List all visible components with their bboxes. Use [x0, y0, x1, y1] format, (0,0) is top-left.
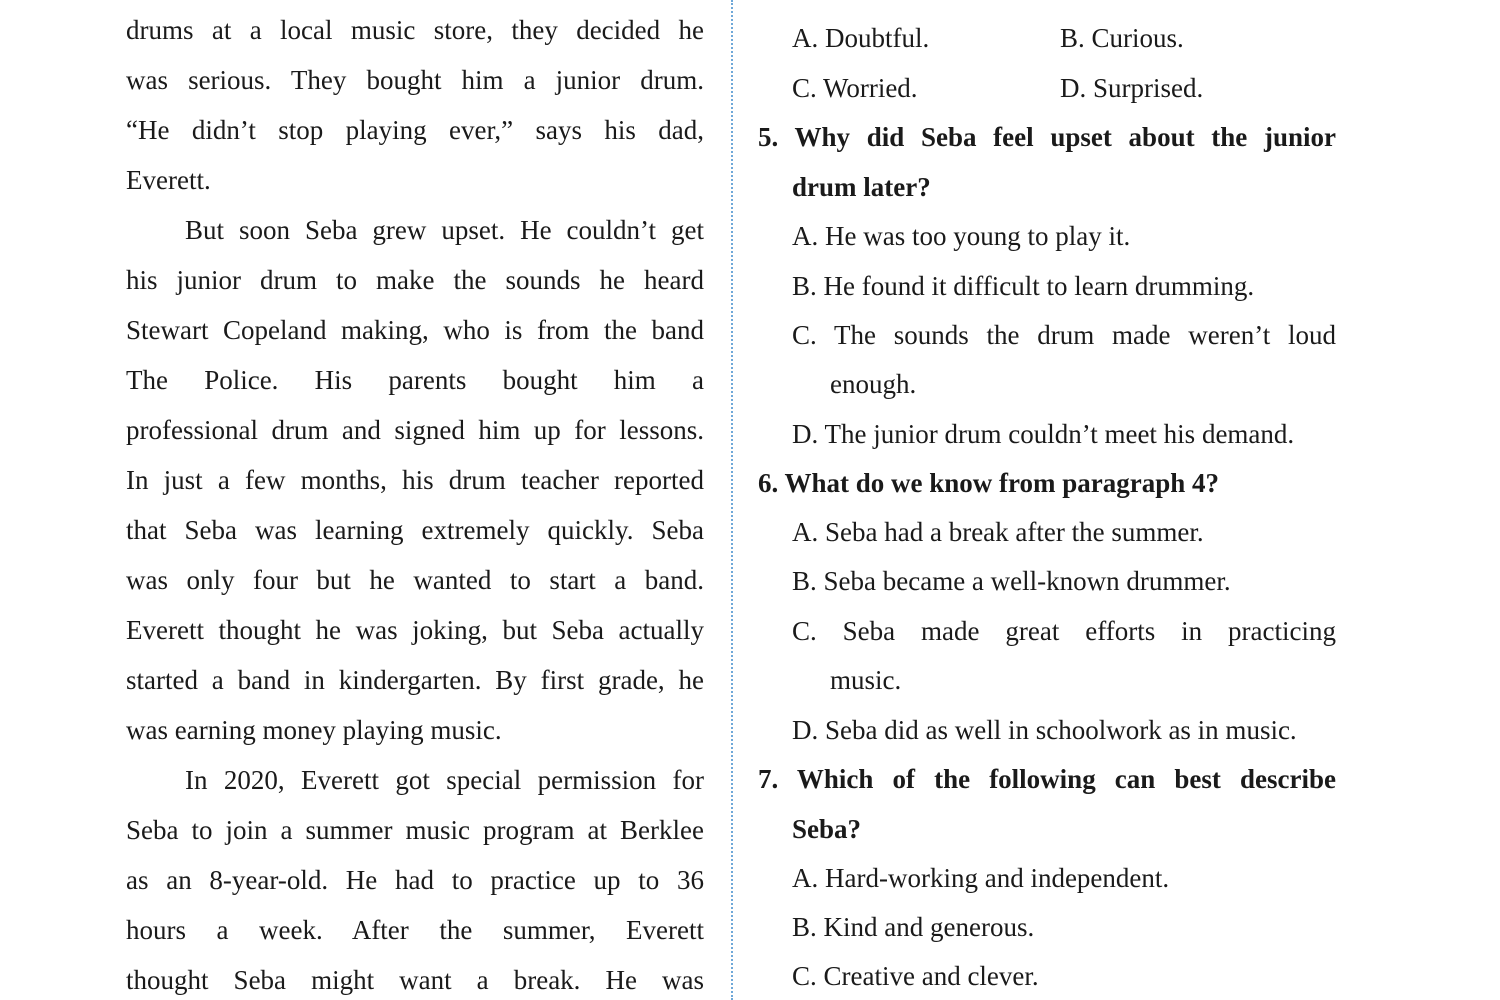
option-d: D. Seba did as well in schoolwork as in music.	[792, 715, 1297, 745]
passage-line: that Seba was learning extremely quickly. Seba	[126, 515, 704, 545]
option-b: B. He found it difficult to learn drumming.	[792, 271, 1255, 301]
option-d: D. The junior drum couldn’t meet his demand.	[792, 419, 1295, 449]
passage-line: hours a week. After the summer, Everett	[126, 915, 704, 945]
option-a: A. Hard-working and independent.	[792, 863, 1170, 893]
passage-line: Everett.	[126, 165, 211, 195]
passage-line: as an 8-year-old. He had to practice up to 36	[126, 865, 704, 895]
passage-line: was serious. They bought him a junior drum.	[126, 65, 704, 95]
passage-line: In 2020, Everett got special permission for	[185, 765, 704, 795]
option-b: B. Kind and generous.	[792, 912, 1035, 942]
option-c: C. Creative and clever.	[792, 961, 1039, 991]
option-c: C. Worried.	[792, 73, 918, 103]
passage-line: Seba to join a summer music program at Berklee	[126, 815, 704, 845]
question-stem: 6. What do we know from paragraph 4?	[758, 468, 1220, 498]
option-d: D. Surprised.	[1060, 73, 1204, 103]
passage-line: started a band in kindergarten. By first grade, he	[126, 665, 704, 695]
passage-line: Stewart Copeland making, who is from the band	[126, 315, 704, 345]
passage-line: But soon Seba grew upset. He couldn’t get	[185, 215, 704, 245]
option-c-continued: enough.	[830, 369, 917, 399]
question-stem: 7. Which of the following can best describe	[758, 764, 1336, 794]
option-b: B. Seba became a well-known drummer.	[792, 566, 1231, 596]
passage-line: The Police. His parents bought him a	[126, 365, 704, 395]
option-a: A. Doubtful.	[792, 23, 930, 53]
passage-line: was only four but he wanted to start a band.	[126, 565, 704, 595]
passage-line: Everett thought he was joking, but Seba actually	[126, 615, 704, 645]
option-c: C. Seba made great efforts in practicing	[792, 616, 1336, 646]
question-stem: drum later?	[792, 172, 931, 202]
option-b: B. Curious.	[1060, 23, 1184, 53]
option-c-continued: music.	[830, 665, 902, 695]
column-divider	[731, 0, 733, 1000]
passage-line: his junior drum to make the sounds he heard	[126, 265, 704, 295]
passage-line: drums at a local music store, they decided he	[126, 15, 704, 45]
option-a: A. Seba had a break after the summer.	[792, 517, 1204, 547]
passage-line: thought Seba might want a break. He was	[126, 965, 704, 995]
passage-line: was earning money playing music.	[126, 715, 502, 745]
question-stem: Seba?	[792, 814, 862, 844]
passage-line: professional drum and signed him up for lessons.	[126, 415, 704, 445]
option-c: C. The sounds the drum made weren’t loud	[792, 320, 1336, 350]
question-stem: 5. Why did Seba feel upset about the junior	[758, 122, 1336, 152]
passage-line: “He didn’t stop playing ever,” says his dad,	[126, 115, 704, 145]
passage-line: In just a few months, his drum teacher reported	[126, 465, 704, 495]
option-a: A. He was too young to play it.	[792, 221, 1131, 251]
